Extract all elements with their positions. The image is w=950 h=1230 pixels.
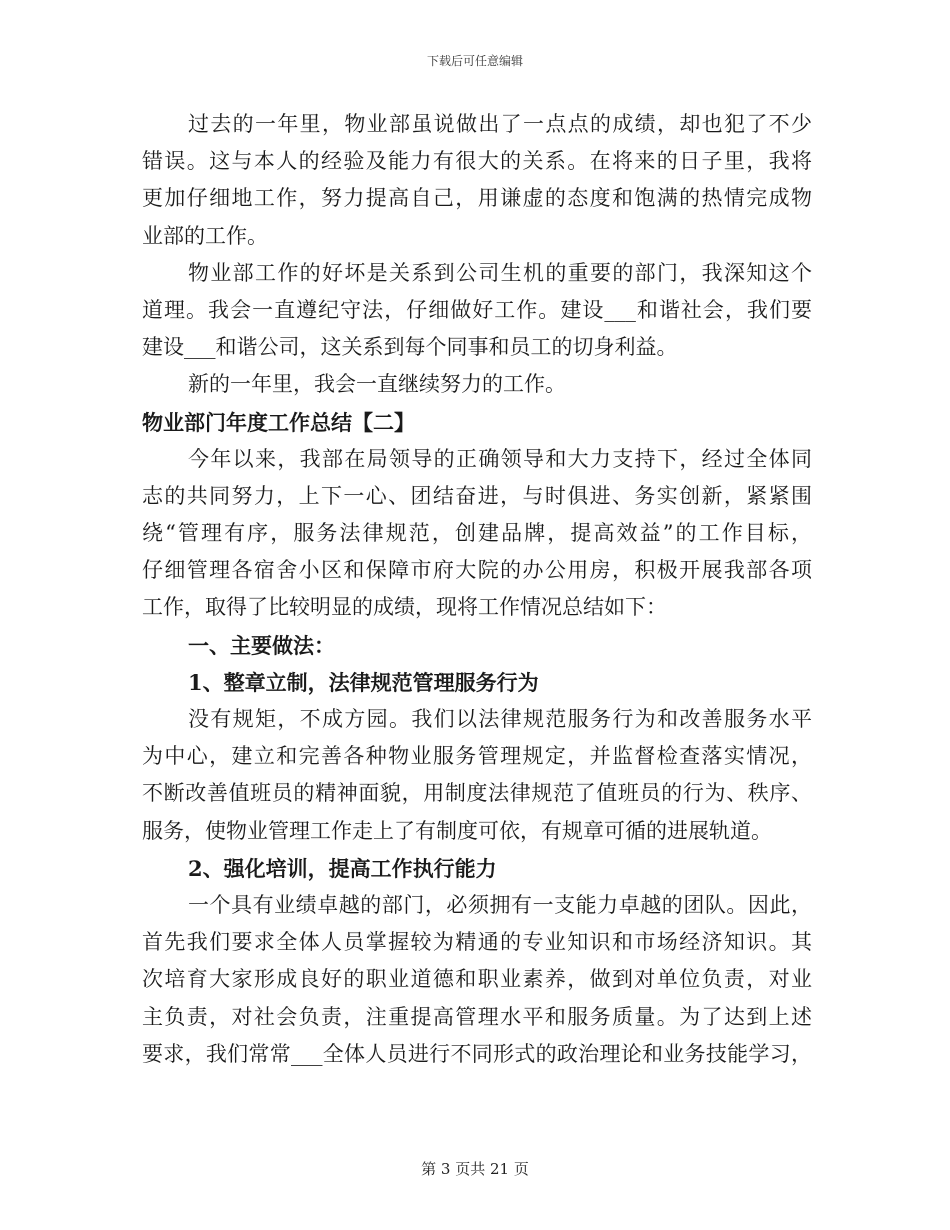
text-line: 建设___和谐公司，这关系到每个同事和员工的切身利益。 <box>142 335 678 360</box>
text-line: 没有规矩，不成方园。我们以法律规范服务行为和改善服务水平 <box>188 707 812 731</box>
text-line: 主负责，对社会负责，注重提高管理水平和服务质量。为了达到上述 <box>142 1004 812 1029</box>
section-title: 物业部门年度工作总结【二】 <box>142 409 415 435</box>
text-line: 物业部工作的好坏是关系到公司生机的重要的部门，我深知这个 <box>188 260 812 285</box>
text-line: 更加仔细地工作，努力提高自己，用谦虚的态度和饱满的热情完成物 <box>142 186 812 211</box>
text-line: 服务，使物业管理工作走上了有制度可依，有规章可循的进展轨道。 <box>142 818 772 843</box>
text-line: 志的共同努力，上下一心、团结奋进，与时俱进、务实创新，紧紧围 <box>142 483 812 508</box>
text-line: 要求，我们常常___全体人员进行不同形式的政治理论和业务技能学习， <box>142 1041 812 1066</box>
text-line: 为中心，建立和完善各种物业服务管理规定，并监督检查落实情况， <box>142 744 812 769</box>
text-line: 绕“管理有序，服务法律规范，创建品牌，提高效益”的工作目标， <box>142 521 812 546</box>
text-line: 错误。这与本人的经验及能力有很大的关系。在将来的日子里，我将 <box>142 149 812 174</box>
text-line: 一个具有业绩卓越的部门，必须拥有一支能力卓越的团队。因此， <box>188 892 812 917</box>
section-heading: 一、主要做法： <box>188 632 335 658</box>
text-line: 次培育大家形成良好的职业道德和职业素养，做到对单位负责，对业 <box>142 967 812 992</box>
text-line: 新的一年里，我会一直继续努力的工作。 <box>188 372 566 397</box>
text-line: 不断改善值班员的精神面貌，用制度法律规范了值班员的行为、秩序、 <box>142 781 812 806</box>
page-header: 下载后可任意编辑 <box>426 54 523 68</box>
section-heading: 2、强化培训，提高工作执行能力 <box>188 855 497 881</box>
text-line: 业部的工作。 <box>142 223 268 248</box>
page-footer: 第 3 页共 21 页 <box>421 1160 529 1178</box>
text-line: 过去的一年里，物业部虽说做出了一点点的成绩，却也犯了不少 <box>188 112 812 136</box>
text-line: 道理。我会一直遵纪守法，仔细做好工作。建设___和谐社会，我们要 <box>142 297 812 322</box>
document-body <box>142 106 812 1073</box>
text-line: 今年以来，我部在局领导的正确领导和大力支持下，经过全体同 <box>188 446 812 471</box>
text-line: 工作，取得了比较明显的成绩，现将工作情况总结如下： <box>142 595 667 620</box>
section-heading: 1、整章立制，法律规范管理服务行为 <box>188 669 539 695</box>
text-line: 首先我们要求全体人员掌握较为精通的专业知识和市场经济知识。其 <box>142 930 812 955</box>
text-line: 仔细管理各宿舍小区和保障市府大院的办公用房，积极开展我部各项 <box>142 558 812 583</box>
